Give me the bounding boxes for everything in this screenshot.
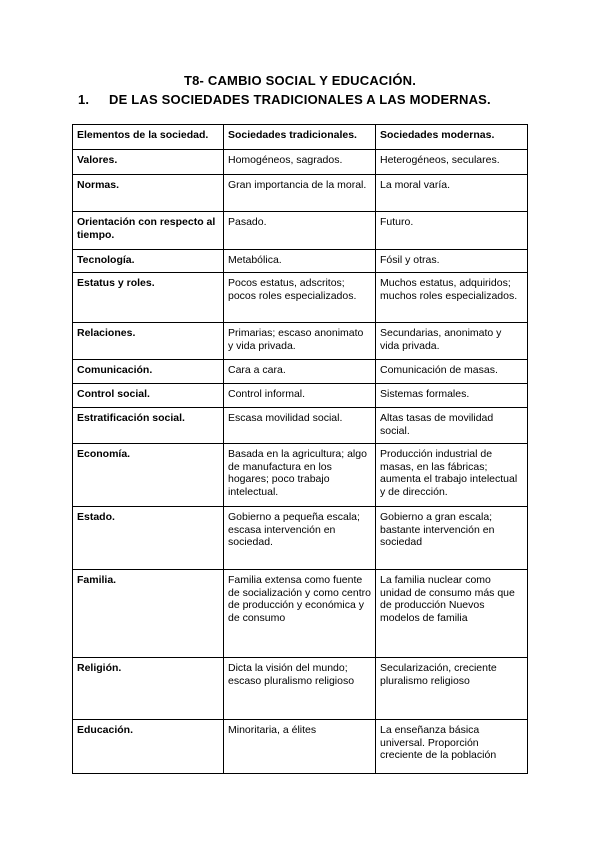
row-traditional: Gran importancia de la moral. <box>224 175 376 212</box>
row-modern: La enseñanza básica universal. Proporción creciente de la población <box>376 720 528 774</box>
row-modern: Secularización, creciente pluralismo religioso <box>376 658 528 720</box>
row-traditional: Pocos estatus, adscritos; pocos roles especializados. <box>224 273 376 323</box>
row-element: Control social. <box>73 384 224 408</box>
row-traditional: Homogéneos, sagrados. <box>224 150 376 175</box>
row-element: Educación. <box>73 720 224 774</box>
row-element: Orientación con respecto al tiempo. <box>73 212 224 250</box>
row-traditional: Pasado. <box>224 212 376 250</box>
table-row <box>73 720 528 774</box>
row-element: Valores. <box>73 150 224 175</box>
table-row <box>73 570 528 658</box>
table-row <box>73 273 528 323</box>
row-traditional: Dicta la visión del mundo; escaso pluralismo religioso <box>224 658 376 720</box>
row-modern: Muchos estatus, adquiridos; muchos roles especializados. <box>376 273 528 323</box>
row-modern: Comunicación de masas. <box>376 360 528 384</box>
table-header-row <box>73 125 528 150</box>
row-traditional: Cara a cara. <box>224 360 376 384</box>
header-modern: Sociedades modernas. <box>376 125 528 150</box>
row-traditional: Familia extensa como fuente de socialización y como centro de producción y económica y de consumo <box>224 570 376 658</box>
row-modern: La familia nuclear como unidad de consumo más que de producción Nuevos modelos de familia <box>376 570 528 658</box>
row-traditional: Escasa movilidad social. <box>224 408 376 444</box>
row-element: Normas. <box>73 175 224 212</box>
section-heading <box>78 92 491 107</box>
section-heading-text: DE LAS SOCIEDADES TRADICIONALES A LAS MODERNAS. <box>109 92 491 107</box>
table-row <box>73 250 528 273</box>
row-element: Estratificación social. <box>73 408 224 444</box>
row-traditional: Control informal. <box>224 384 376 408</box>
row-modern: La moral varía. <box>376 175 528 212</box>
row-modern: Producción industrial de masas, en las fábricas; aumenta el trabajo intelectual y de dirección. <box>376 444 528 507</box>
comparison-table <box>72 124 528 774</box>
row-element: Religión. <box>73 658 224 720</box>
table-row <box>73 175 528 212</box>
row-element: Tecnología. <box>73 250 224 273</box>
row-traditional: Basada en la agricultura; algo de manufactura en los hogares; poco trabajo intelectual. <box>224 444 376 507</box>
table-row <box>73 323 528 360</box>
row-traditional: Minoritaria, a élites <box>224 720 376 774</box>
row-modern: Futuro. <box>376 212 528 250</box>
table-row <box>73 360 528 384</box>
row-element: Relaciones. <box>73 323 224 360</box>
row-modern: Fósil y otras. <box>376 250 528 273</box>
row-element: Estado. <box>73 507 224 570</box>
row-modern: Heterogéneos, seculares. <box>376 150 528 175</box>
row-traditional: Gobierno a pequeña escala; escasa intervención en sociedad. <box>224 507 376 570</box>
table-row <box>73 444 528 507</box>
table-row <box>73 658 528 720</box>
header-traditional: Sociedades tradicionales. <box>224 125 376 150</box>
section-number: 1. <box>78 92 90 107</box>
row-element: Familia. <box>73 570 224 658</box>
row-element: Estatus y roles. <box>73 273 224 323</box>
table-row <box>73 384 528 408</box>
table-row <box>73 150 528 175</box>
row-modern: Secundarias, anonimato y vida privada. <box>376 323 528 360</box>
row-modern: Sistemas formales. <box>376 384 528 408</box>
row-traditional: Metabólica. <box>224 250 376 273</box>
page-title: T8- CAMBIO SOCIAL Y EDUCACIÓN. <box>183 73 417 88</box>
table-row <box>73 212 528 250</box>
table-row <box>73 408 528 444</box>
row-element: Comunicación. <box>73 360 224 384</box>
row-element: Economía. <box>73 444 224 507</box>
table-row <box>73 507 528 570</box>
header-elements: Elementos de la sociedad. <box>73 125 224 150</box>
row-modern: Altas tasas de movilidad social. <box>376 408 528 444</box>
row-traditional: Primarias; escaso anonimato y vida privada. <box>224 323 376 360</box>
row-modern: Gobierno a gran escala; bastante intervención en sociedad <box>376 507 528 570</box>
